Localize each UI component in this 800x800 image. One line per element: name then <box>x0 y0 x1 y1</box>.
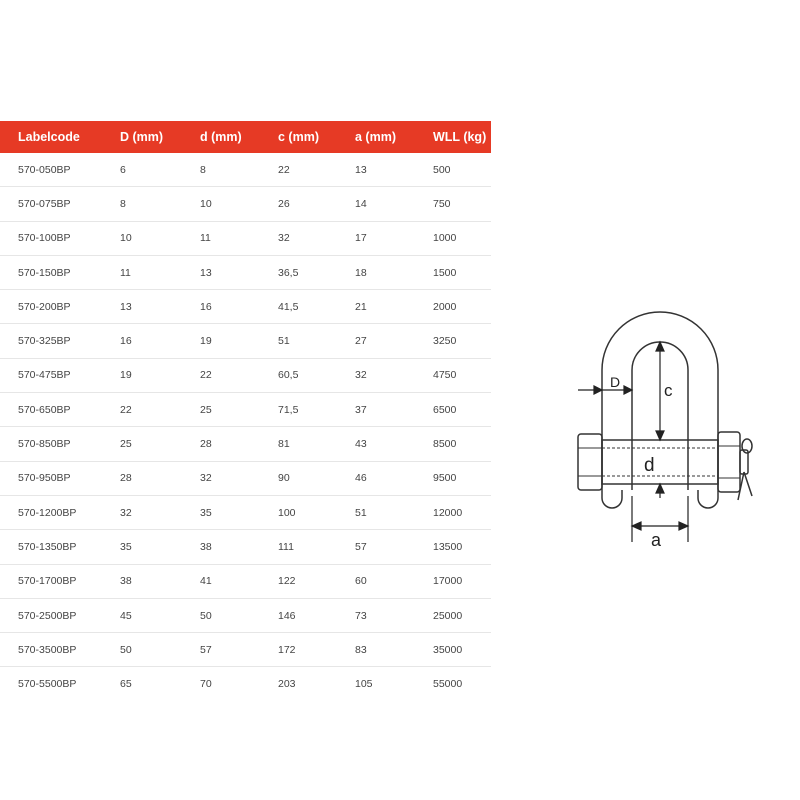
cell-d: 8 <box>200 153 278 187</box>
cell-d: 57 <box>200 633 278 667</box>
table-row <box>0 290 491 324</box>
column-header-a: a (mm) <box>355 121 433 153</box>
cell-labelcode: 570-3500BP <box>0 633 120 667</box>
cell-labelcode: 570-075BP <box>0 187 120 221</box>
cell-c: 32 <box>278 221 355 255</box>
cell-a: 105 <box>355 678 373 691</box>
table-row <box>0 461 491 495</box>
cell-a: 60 <box>355 564 433 598</box>
cell-D: 25 <box>120 427 200 461</box>
cell-labelcode: 570-475BP <box>0 358 120 392</box>
cell-d: 28 <box>200 427 278 461</box>
table-row <box>0 358 491 392</box>
cell-wll: 1000 <box>433 221 491 255</box>
cell-d: 70 <box>200 678 212 691</box>
cell-c: 100 <box>278 495 355 529</box>
cell-D: 32 <box>120 495 200 529</box>
cell-D: 19 <box>120 358 200 392</box>
cell-a: 32 <box>355 358 433 392</box>
cell-d: 19 <box>200 324 278 358</box>
column-header-D: D (mm) <box>120 121 200 153</box>
cell-d: 41 <box>200 564 278 598</box>
cell-labelcode: 570-950BP <box>0 461 120 495</box>
pin-nut-icon <box>718 432 740 492</box>
cell-wll: 9500 <box>433 461 491 495</box>
cell-wll: 6500 <box>433 393 491 427</box>
cell-labelcode: 570-5500BP <box>18 678 77 691</box>
cell-a: 46 <box>355 461 433 495</box>
label-c: c <box>664 381 673 400</box>
table-row <box>0 667 491 701</box>
column-header-d: d (mm) <box>200 121 278 153</box>
table-row <box>0 633 491 667</box>
cell-c: 26 <box>278 187 355 221</box>
cell-labelcode: 570-1350BP <box>0 530 120 564</box>
cell-c: 122 <box>278 564 355 598</box>
cell-D: 13 <box>120 290 200 324</box>
cell-c: 22 <box>278 153 355 187</box>
cell-d: 25 <box>200 393 278 427</box>
cell-d: 13 <box>200 255 278 289</box>
cell-D: 35 <box>120 530 200 564</box>
table-row <box>0 564 491 598</box>
cell-D: 11 <box>120 255 200 289</box>
cell-a: 73 <box>355 598 433 632</box>
cell-wll: 3250 <box>433 324 491 358</box>
table-row <box>0 530 491 564</box>
pin-head-icon <box>578 434 602 490</box>
cell-labelcode: 570-850BP <box>0 427 120 461</box>
cell-labelcode: 570-150BP <box>0 255 120 289</box>
cell-wll: 35000 <box>433 633 491 667</box>
cell-D: 6 <box>120 153 200 187</box>
label-d: d <box>644 455 655 476</box>
cell-D: 65 <box>120 678 132 691</box>
cell-labelcode: 570-100BP <box>0 221 120 255</box>
cell-wll: 25000 <box>433 598 491 632</box>
header-row <box>0 121 491 153</box>
cell-D: 28 <box>120 461 200 495</box>
cell-wll: 500 <box>433 153 491 187</box>
label-D: D <box>610 374 621 390</box>
shackle-spec-table <box>0 121 491 701</box>
cell-d: 38 <box>200 530 278 564</box>
cell-c: 172 <box>278 633 355 667</box>
cell-d: 11 <box>200 221 278 255</box>
cell-a: 13 <box>355 153 433 187</box>
cell-labelcode: 570-650BP <box>0 393 120 427</box>
table-row <box>0 255 491 289</box>
cell-a: 83 <box>355 633 433 667</box>
table-row <box>0 495 491 529</box>
table-row <box>0 221 491 255</box>
table-row <box>0 153 491 187</box>
table-header <box>0 121 491 153</box>
cell-a: 21 <box>355 290 433 324</box>
cell-c: 41,5 <box>278 290 355 324</box>
cell-labelcode: 570-2500BP <box>0 598 120 632</box>
cell-a: 14 <box>355 187 433 221</box>
cell-a: 18 <box>355 255 433 289</box>
cell-c: 81 <box>278 427 355 461</box>
table-row <box>0 324 491 358</box>
cell-a: 43 <box>355 427 433 461</box>
cell-a: 27 <box>355 324 433 358</box>
cell-D: 8 <box>120 187 200 221</box>
cell-wll: 13500 <box>433 530 491 564</box>
shackle-diagram <box>560 300 780 560</box>
cell-c: 111 <box>278 530 355 564</box>
cell-labelcode: 570-325BP <box>0 324 120 358</box>
cell-wll: 17000 <box>433 564 491 598</box>
cell-D: 16 <box>120 324 200 358</box>
cell-d: 10 <box>200 187 278 221</box>
cell-a: 37 <box>355 393 433 427</box>
cell-D: 38 <box>120 564 200 598</box>
cell-wll: 2000 <box>433 290 491 324</box>
cell-a: 57 <box>355 530 433 564</box>
cell-d: 16 <box>200 290 278 324</box>
cell-D: 22 <box>120 393 200 427</box>
cell-d: 32 <box>200 461 278 495</box>
cell-wll: 1500 <box>433 255 491 289</box>
cell-labelcode: 570-1700BP <box>0 564 120 598</box>
label-a: a <box>651 530 662 550</box>
cell-wll: 8500 <box>433 427 491 461</box>
cell-c: 60,5 <box>278 358 355 392</box>
cell-D: 10 <box>120 221 200 255</box>
table-row <box>0 427 491 461</box>
column-header-c: c (mm) <box>278 121 355 153</box>
cell-d: 35 <box>200 495 278 529</box>
table-row <box>0 187 491 221</box>
cell-wll: 55000 <box>433 678 463 691</box>
shackle-pin <box>602 440 718 484</box>
cell-labelcode: 570-050BP <box>0 153 120 187</box>
cell-D: 45 <box>120 598 200 632</box>
shackle-left-eye <box>602 490 622 508</box>
cell-c: 51 <box>278 324 355 358</box>
cell-labelcode: 570-200BP <box>0 290 120 324</box>
cell-wll: 750 <box>433 187 491 221</box>
column-header-labelcode: Labelcode <box>0 121 120 153</box>
cell-wll: 12000 <box>433 495 491 529</box>
table-row <box>0 598 491 632</box>
table-row <box>0 393 491 427</box>
cell-c: 203 <box>278 678 296 691</box>
cell-labelcode: 570-1200BP <box>0 495 120 529</box>
cell-D: 50 <box>120 633 200 667</box>
cell-d: 50 <box>200 598 278 632</box>
cell-c: 90 <box>278 461 355 495</box>
cell-c: 146 <box>278 598 355 632</box>
cell-a: 51 <box>355 495 433 529</box>
cell-wll: 4750 <box>433 358 491 392</box>
column-header-wll: WLL (kg) <box>433 121 491 153</box>
cell-d: 22 <box>200 358 278 392</box>
cell-c: 36,5 <box>278 255 355 289</box>
cell-c: 71,5 <box>278 393 355 427</box>
cell-a: 17 <box>355 221 433 255</box>
table-body <box>0 153 491 701</box>
